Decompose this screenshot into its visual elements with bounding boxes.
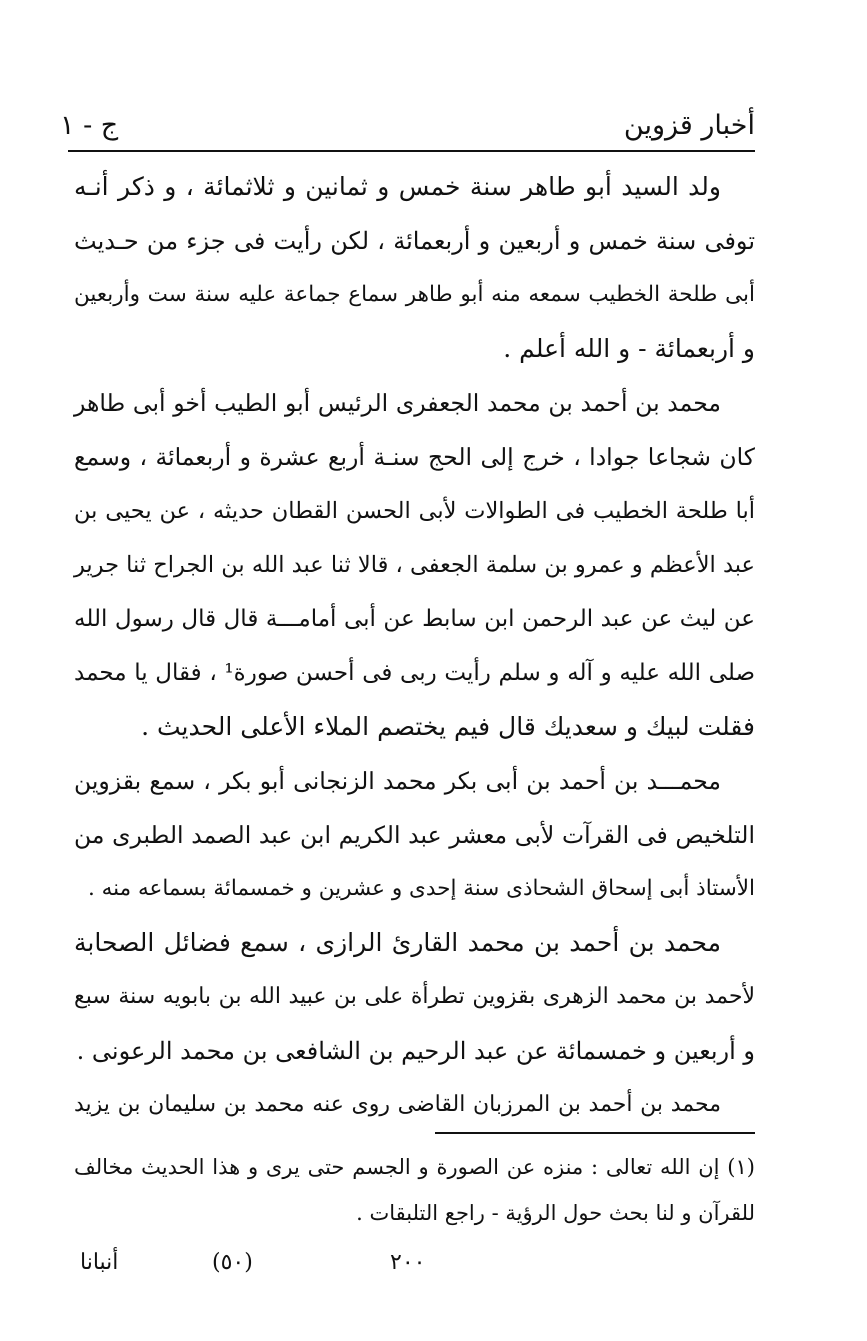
- text-line: عن ليث عن عبد الرحمن ابن سابط عن أبى أمامـــة قال قال رسول الله: [74, 606, 755, 632]
- text-line: كان شجاعا جوادا ، خرج إلى الحج سنـة أربع عشرة و أربعمائة ، وسمع: [74, 443, 755, 471]
- body-text: [74, 160, 755, 1132]
- text-line: و أربعمائة - و الله أعلم .: [503, 334, 755, 363]
- printer-mark: أنبانا: [80, 1250, 119, 1275]
- text-line: محمـــد بن أحمد بن أبى بكر محمد الزنجانى أبو بكر ، سمع بقزوين: [74, 767, 721, 795]
- footnote-rule: [435, 1132, 755, 1134]
- text-line: أبا طلحة الخطيب فى الطوالات لأبى الحسن القطان حديثه ، عن يحيى بن: [74, 498, 755, 524]
- footnote-line: (١) إن الله تعالى : منزه عن الصورة و الجسم حتى يرى و هذا الحديث مخالف: [74, 1155, 755, 1179]
- text-line: محمد بن أحمد بن محمد القارئ الرازى ، سمع فضائل الصحابة: [74, 928, 721, 957]
- page-footer: [80, 1250, 755, 1290]
- text-line: لأحمد بن محمد الزهرى بقزوين تطرأة على بن عبيد الله بن بابويه سنة سبع: [74, 984, 755, 1009]
- text-line: أبى طلحة الخطيب سمعه منه أبو طاهر سماع جماعة عليه سنة ست وأربعين: [74, 282, 755, 307]
- text-line: صلى الله عليه و آله و سلم رأيت ربى فى أحسن صورة¹ ، فقال يا محمد: [74, 660, 755, 686]
- text-line: محمد بن أحمد بن المرزبان القاضى روى عنه محمد بن سليمان بن يزيد: [74, 1092, 721, 1117]
- volume-label: ج - ١: [60, 109, 119, 141]
- header-rule: [68, 150, 755, 152]
- text-line: و أربعين و خمسمائة عن عبد الرحيم بن الشافعى بن محمد الرعونى .: [76, 1037, 755, 1065]
- text-line: الأستاذ أبى إسحاق الشحاذى سنة إحدى و عشرين و خمسمائة بسماعه منه .: [87, 876, 755, 901]
- book-title: أخبار قزوين: [623, 109, 755, 141]
- text-line: عبد الأعظم و عمرو بن سلمة الجعفى ، قالا ثنا عبد الله بن الجراح ثنا جرير: [74, 552, 755, 578]
- text-line: محمد بن أحمد بن محمد الجعفرى الرئيس أبو الطيب أخو أبى طاهر: [74, 389, 721, 417]
- signature-mark: (٥٠): [212, 1250, 253, 1275]
- text-line: ولد السيد أبو طاهر سنة خمس و ثمانين و ثلاثمائة ، و ذكر أنـه: [74, 172, 721, 201]
- text-line: فقلت لبيك و سعديك قال فيم يختصم الملاء الأعلى الحديث .: [141, 712, 755, 741]
- page-number: ٢٠٠: [390, 1250, 426, 1275]
- running-header: [60, 100, 755, 150]
- text-line: توفى سنة خمس و أربعين و أربعمائة ، لكن رأيت فى جزء من حـديث: [74, 227, 755, 255]
- footnote-line: للقرآن و لنا بحث حول الرؤية - راجع التلبقات .: [356, 1201, 755, 1225]
- footnotes: [74, 1144, 755, 1236]
- text-line: التلخيص فى القرآت لأبى معشر عبد الكريم ابن عبد الصمد الطبرى من: [74, 821, 755, 849]
